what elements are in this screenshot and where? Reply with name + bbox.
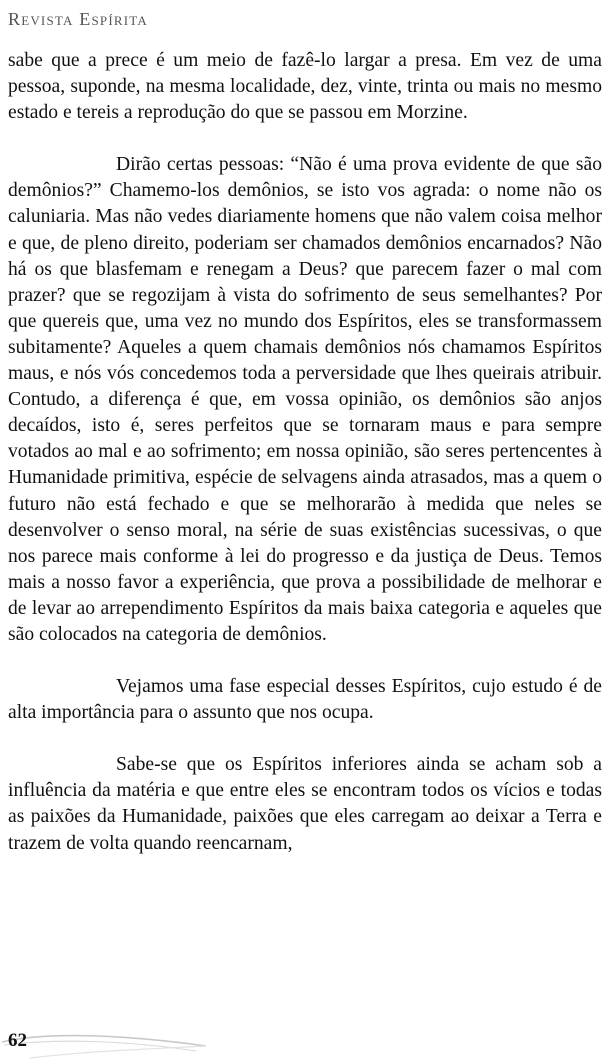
folio-ornament [0, 1024, 210, 1063]
paragraph-demons-argument: Dirão certas pessoas: “Não é uma prova evidente de que são demônios?” Chamemo-los demônios, se isto vos agrada: o nome não os caluniaria. Mas não vedes diariamente homens que não valem coisa melhor e que, de pleno direito, poderiam ser chamados demônios encarnados? Não há os que blasfemam e renegam a Deus? que parecem fazer o mal com prazer? que se regozijam à vista do sofrimento de seus semelhantes? Por que quereis que, uma vez no mundo dos Espíritos, eles se transformassem subitamente? Aqueles a quem chamais demônios nós chamamos Espíritos maus, e nós vós concedemos toda a perversidade que lhes queirais atribuir. Contudo, a diferença é que, em vossa opinião, os demônios são anjos decaídos, isto é, seres perfeitos que se tornaram maus e para sempre votados ao mal e ao sofrimento; em nossa opinião, são seres pertencentes à Humanidade primitiva, espécie de selvagens ainda atrasados, mas a quem o futuro não está fechado e que se melhorarão à medida que neles se desenvolver o senso moral, na série de suas existências sucessivas, o que nos parece mais conforme à lei do progresso e da justiça de Deus. Temos mais a nosso favor a experiência, que prova a possibilidade de melhorar e de levar ao arrependimento Espíritos da mais baixa categoria e aqueles que são colocados na categoria de demônios. [8, 154, 602, 645]
page-number: 62 [8, 1030, 27, 1051]
body-text [8, 48, 602, 857]
paragraph-inferior-spirits: Sabe-se que os Espíritos inferiores ainda se acham sob a influência da matéria e que entre eles se encontram todos os vícios e todas as paixões da Humanidade, paixões que eles carregam ao deixar a Terra e trazem de volta quando reencarnam, [8, 754, 602, 854]
paragraph-special-phase: Vejamos uma fase especial desses Espíritos, cujo estudo é de alta importância para o assunto que nos ocupa. [8, 676, 602, 724]
running-head: Revista Espírita [8, 9, 148, 29]
paragraph-continuation: sabe que a prece é um meio de fazê-lo largar a presa. Em vez de uma pessoa, suponde, na mesma localidade, dez, vinte, trinta ou mais no mesmo estado e tereis a reprodução do que se passou em Morzine. [8, 50, 602, 124]
